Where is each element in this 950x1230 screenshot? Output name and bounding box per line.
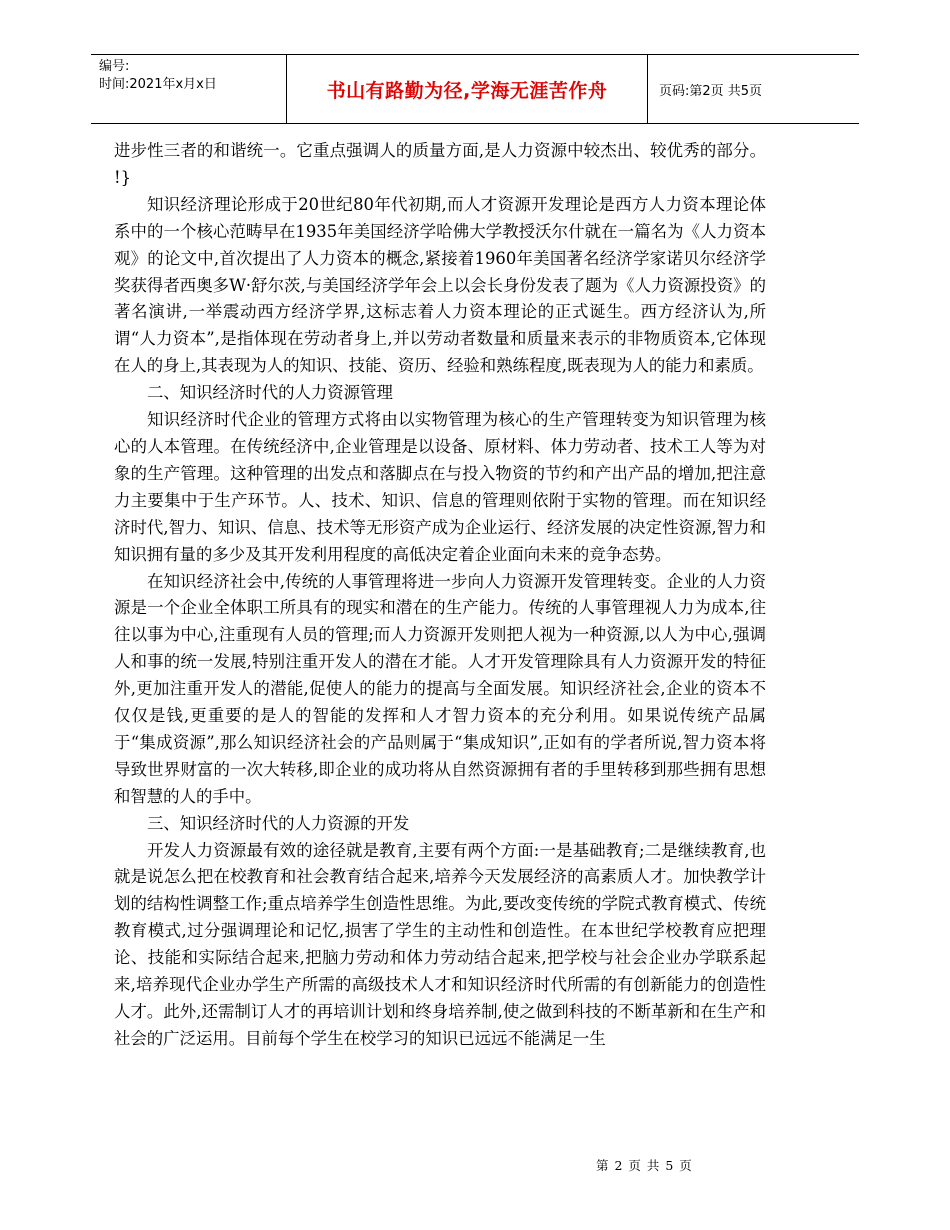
section-heading: 二、知识经济时代的人力资源管理 <box>147 383 393 403</box>
header-motto: 书山有路勤为径,学海无涯苦作舟 <box>286 55 648 123</box>
paragraph: 开发人力资源最有效的途径就是教育,主要有两个方面:一是基础教育;二是继续教育,也就是说怎么把在校教育和社会教育结合起来,培养今天发展经济的高素质人才。加快教学计划的结构性调整工作;重点培养学生创造性思维。为此,要改变传统的学院式教育模式、传统教育模式,过分强调理论和记忆,损害了学生的主动性和创造性。在本世纪学校教育应把理论、技能和实际结合起来,把脑力劳动和体力劳动结合起来,把学校与社会企业办学联系起来,培养现代企业办学生产所需的高级技术人才和知识经济时代所需的有创新能力的创造性人才。此外,还需制订人才的再培训计划和终身培养制,使之做到科技的不断革新和在生产和社会的广泛运用。目前每个学生在校学习的知识已远远不能满足一生 <box>114 840 766 1048</box>
header-page-label: 页码:第2页 共5页 <box>659 83 763 99</box>
document-body <box>114 138 766 1053</box>
paragraph: 进步性三者的和谐统一。它重点强调人的质量方面,是人力资源中较杰出、较优秀的部分。 !} <box>114 141 766 187</box>
document-time-label: 时间:2021年x月x日 <box>99 77 217 92</box>
section-heading: 三、知识经济时代的人力资源的开发 <box>147 813 410 833</box>
paragraph: 知识经济时代企业的管理方式将由以实物管理为核心的生产管理转变为知识管理为核心的人本管理。在传统经济中,企业管理是以设备、原材料、体力劳动者、技术工人等为对象的生产管理。这种管理的出发点和落脚点在与投入物资的节约和产出产品的增加,把注意力主要集中于生产环节。人、技术、知识、信息的管理则依附于实物的管理。而在知识经济时代,智力、知识、信息、技术等无形资产成为企业运行、经济发展的决定性资源,智力和知识拥有量的多少及其开发利用程度的高低决定着企业面向未来的竞争态势。 <box>114 410 766 564</box>
document-number-label: 编号: <box>99 59 130 74</box>
page-header <box>91 54 859 124</box>
page-footer: 第 2 页 共 5 页 <box>596 1158 693 1173</box>
paragraph: 在知识经济社会中,传统的人事管理将进一步向人力资源开发管理转变。企业的人力资源是一个企业全体职工所具有的现实和潜在的生产能力。传统的人事管理视人力为成本,往往以事为中心,注重现有人员的管理;而人力资源开发则把人视为一种资源,以人为中心,强调人和事的统一发展,特别注重开发人的潜在才能。人才开发管理除具有人力资源开发的特征外,更加注重开发人的潜能,促使人的能力的提高与全面发展。知识经济社会,企业的资本不仅仅是钱,更重要的是人的智能的发挥和人才智力资本的充分利用。如果说传统产品属于“集成资源”,那么知识经济社会的产品则属于“集成知识”,正如有的学者所说,智力资本将导致世界财富的一次大转移,即企业的成功将从自然资源拥有者的手里转移到那些拥有思想和智慧的人的手中。 <box>114 571 766 806</box>
paragraph: 知识经济理论形成于20世纪80年代初期,而人才资源开发理论是西方人力资本理论体系中的一个核心范畴早在1935年美国经济学哈佛大学教授沃尔什就在一篇名为《人力资本观》的论文中,首次提出了人力资本的概念,紧接着1960年美国著名经济学家诺贝尔经济学奖获得者西奥多W·舒尔茨,与美国经济学年会上以会长身份发表了题为《人力资源投资》的著名演讲,一举震动西方经济学界,这标志着人力资本理论的正式诞生。西方经济认为,所谓“人力资本”,是指体现在劳动者身上,并以劳动者数量和质量来表示的非物质资本,它体现在人的身上,其表现为人的知识、技能、资历、经验和熟练程度,既表现为人的能力和素质。 <box>114 194 766 376</box>
header-meta <box>99 58 277 94</box>
